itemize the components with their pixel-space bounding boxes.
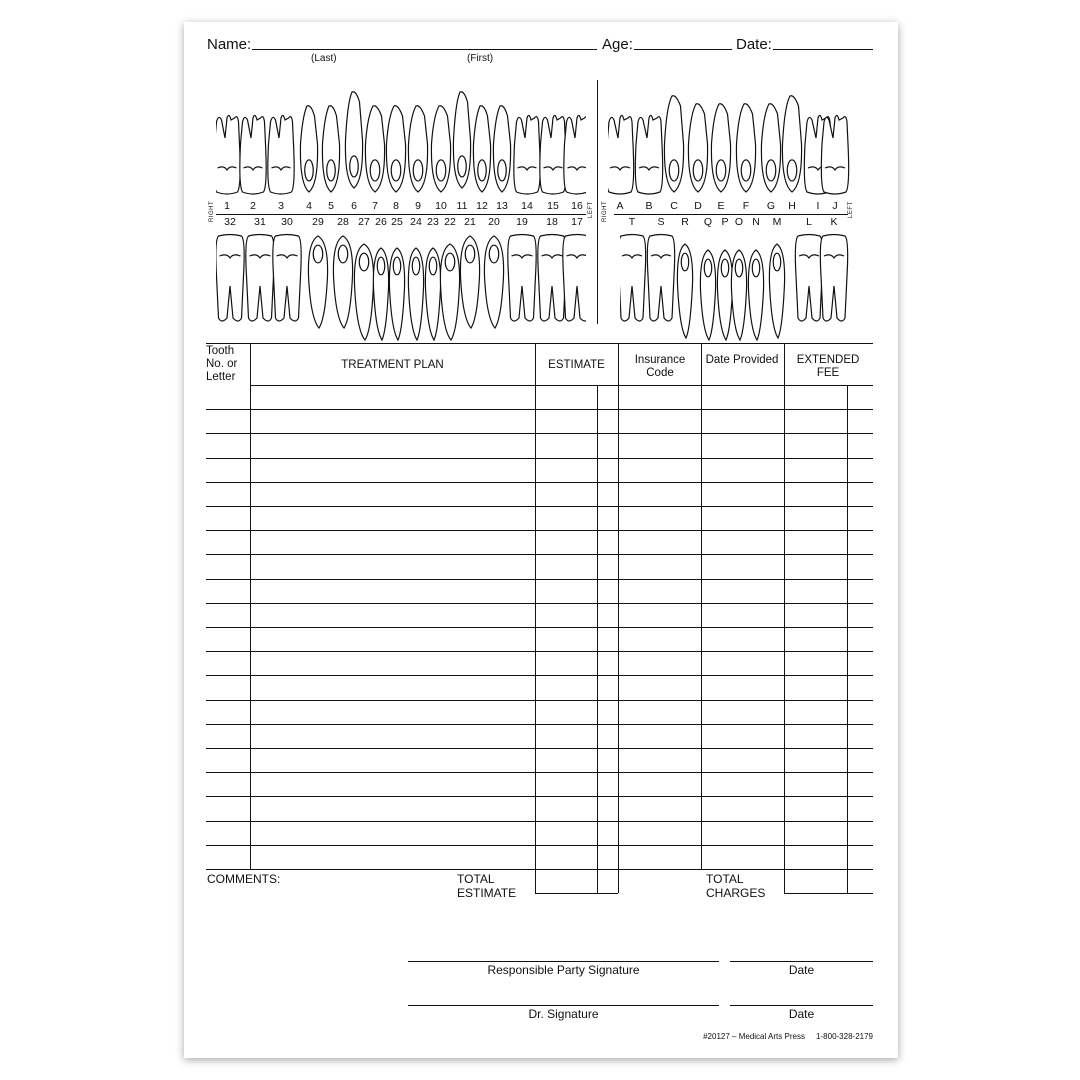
- date-label: Date:: [736, 36, 772, 53]
- adult-lower-tooth-31: [246, 235, 274, 322]
- upper-tooth-number-4: 4: [306, 200, 312, 212]
- table-bottom-border: [206, 869, 873, 870]
- adult-lower-tooth-26: [373, 248, 388, 340]
- table-row-line: [206, 772, 873, 773]
- table-row-line: [206, 458, 873, 459]
- primary-midline: [614, 214, 848, 215]
- upper-tooth-number-8: 8: [393, 200, 399, 212]
- upper-tooth-number-5: 5: [328, 200, 334, 212]
- lower-primary-letter-M: M: [772, 216, 782, 228]
- upper-primary-letter-I: I: [816, 200, 820, 212]
- total-charges-label: TOTAL CHARGES: [706, 872, 766, 900]
- upper-primary-letter-C: C: [670, 200, 678, 212]
- chart-divider: [597, 80, 598, 324]
- responsible-signature-line[interactable]: [408, 961, 719, 962]
- primary-upper-tooth-F: [736, 104, 755, 192]
- upper-tooth-number-9: 9: [415, 200, 421, 212]
- col-header-tooth: Tooth No. or Letter: [206, 345, 238, 383]
- table-row-line: [206, 845, 873, 846]
- first-name-caption: (First): [467, 53, 494, 64]
- table-row-line: [206, 627, 873, 628]
- adult-lower-tooth-30: [273, 235, 301, 322]
- adult-upper-tooth-10: [431, 106, 450, 192]
- upper-tooth-number-1: 1: [224, 200, 230, 212]
- upper-tooth-number-10: 10: [435, 200, 447, 212]
- dental-form-page: [184, 22, 898, 1058]
- primary-lower-tooth-M: [769, 244, 784, 338]
- table-row-line: [206, 748, 873, 749]
- name-field[interactable]: [252, 49, 597, 50]
- col-divider-plan: [535, 343, 536, 893]
- adult-lower-tooth-17: [563, 235, 586, 322]
- primary-right-label: RIGHT: [602, 200, 608, 222]
- adult-lower-tooth-27: [354, 244, 373, 340]
- primary-lower-tooth-R: [677, 244, 692, 338]
- responsible-date-line[interactable]: [730, 961, 873, 962]
- comments-label: COMMENTS:: [207, 872, 281, 886]
- lower-tooth-number-17: 17: [571, 216, 583, 228]
- primary-upper-tooth-C: [664, 96, 683, 192]
- adult-lower-tooth-29: [308, 236, 327, 328]
- adult-upper-tooth-15: [540, 115, 566, 194]
- primary-lower-tooth-N: [748, 250, 763, 340]
- table-row-line: [206, 482, 873, 483]
- table-row-line: [206, 821, 873, 822]
- primary-upper-tooth-J: [821, 115, 848, 194]
- upper-primary-letter-D: D: [694, 200, 702, 212]
- last-name-caption: (Last): [311, 53, 337, 64]
- primary-upper-tooth-G: [761, 104, 780, 192]
- upper-tooth-number-13: 13: [496, 200, 508, 212]
- lower-primary-letter-N: N: [752, 216, 760, 228]
- col-header-treatment-plan: TREATMENT PLAN: [341, 359, 444, 371]
- adult-lower-tooth-32: [216, 235, 244, 322]
- col-divider-estimate: [618, 343, 619, 893]
- lower-tooth-number-30: 30: [281, 216, 293, 228]
- adult-upper-tooth-6: [345, 92, 362, 188]
- table-row-line: [206, 675, 873, 676]
- adult-lower-tooth-21: [460, 236, 479, 328]
- primary-lower-tooth-O: [731, 250, 746, 340]
- adult-upper-tooth-5: [322, 106, 339, 192]
- col-header-insurance-code: Insurance Code: [634, 354, 686, 379]
- lower-tooth-number-27: 27: [358, 216, 370, 228]
- lower-tooth-number-20: 20: [488, 216, 500, 228]
- adult-lower-tooth-18: [538, 235, 566, 322]
- adult-upper-tooth-16: [564, 115, 586, 194]
- adult-lower-tooth-22: [440, 244, 459, 340]
- responsible-signature-label: Responsible Party Signature: [487, 963, 640, 977]
- primary-upper-tooth-A: [608, 115, 634, 194]
- upper-primary-letter-H: H: [788, 200, 796, 212]
- table-row-line: [206, 700, 873, 701]
- adult-upper-tooth-7: [365, 106, 384, 192]
- table-row-line: [206, 554, 873, 555]
- adult-midline: [216, 214, 586, 215]
- adult-upper-tooth-9: [408, 106, 427, 192]
- adult-lower-teeth-diagram: [216, 230, 586, 342]
- adult-right-label: RIGHT: [209, 200, 215, 222]
- lower-tooth-number-23: 23: [427, 216, 439, 228]
- upper-primary-letter-J: J: [832, 200, 838, 212]
- lower-primary-letter-T: T: [628, 216, 636, 228]
- adult-left-label: LEFT: [588, 201, 594, 218]
- col-header-date-provided: Date Provided: [705, 354, 779, 366]
- total-estimate-box-bottom: [535, 893, 618, 894]
- adult-upper-tooth-2: [240, 115, 266, 194]
- adult-lower-tooth-25: [389, 248, 404, 340]
- lower-primary-letter-K: K: [830, 216, 838, 228]
- adult-upper-teeth-diagram: [216, 74, 586, 196]
- lower-tooth-number-25: 25: [391, 216, 403, 228]
- table-row-line: [206, 651, 873, 652]
- primary-lower-tooth-S: [647, 235, 674, 322]
- adult-upper-tooth-3: [268, 115, 294, 194]
- upper-tooth-number-12: 12: [476, 200, 488, 212]
- table-row-line: [206, 530, 873, 531]
- lower-primary-letter-R: R: [681, 216, 689, 228]
- lower-primary-letter-O: O: [734, 216, 744, 228]
- adult-lower-tooth-23: [425, 248, 440, 340]
- dr-signature-label: Dr. Signature: [528, 1007, 599, 1021]
- lower-primary-letter-Q: Q: [703, 216, 713, 228]
- lower-tooth-number-19: 19: [516, 216, 528, 228]
- adult-upper-tooth-1: [216, 115, 240, 194]
- upper-primary-letter-E: E: [717, 200, 725, 212]
- col-header-estimate: ESTIMATE: [548, 359, 605, 371]
- upper-primary-letter-G: G: [766, 200, 776, 212]
- upper-tooth-number-2: 2: [250, 200, 256, 212]
- lower-tooth-number-24: 24: [410, 216, 422, 228]
- dr-date-line[interactable]: [730, 1005, 873, 1006]
- dr-signature-line[interactable]: [408, 1005, 719, 1006]
- upper-tooth-number-16: 16: [571, 200, 583, 212]
- lower-tooth-number-18: 18: [546, 216, 558, 228]
- col-divider-insurance: [701, 343, 702, 869]
- primary-left-label: LEFT: [848, 201, 854, 218]
- lower-tooth-number-21: 21: [464, 216, 476, 228]
- upper-tooth-number-15: 15: [547, 200, 559, 212]
- table-row-line: [206, 579, 873, 580]
- adult-upper-tooth-8: [386, 106, 405, 192]
- table-header-bottom: [250, 385, 873, 386]
- name-label: Name:: [207, 36, 252, 53]
- table-row-line: [206, 603, 873, 604]
- primary-lower-tooth-K: [820, 235, 847, 322]
- col-divider-date: [784, 343, 785, 893]
- primary-upper-teeth-diagram: [608, 74, 858, 196]
- dr-date-label: Date: [788, 1007, 815, 1021]
- table-row-line: [206, 796, 873, 797]
- adult-lower-tooth-20: [484, 236, 503, 328]
- table-top-border: [206, 343, 873, 344]
- upper-tooth-number-7: 7: [372, 200, 378, 212]
- col-divider-tooth: [250, 343, 251, 869]
- col-header-extended-fee: EXTENDED FEE: [796, 354, 860, 379]
- col-divider-fee-cents: [847, 385, 848, 893]
- col-divider-estimate-cents: [597, 385, 598, 893]
- adult-upper-tooth-4: [300, 106, 317, 192]
- adult-lower-tooth-19: [508, 235, 536, 322]
- total-estimate-label: TOTAL ESTIMATE: [457, 872, 517, 900]
- form-info: #20127 – Medical Arts Press 1-800-328-2179: [703, 1032, 873, 1041]
- primary-lower-tooth-Q: [700, 250, 715, 340]
- adult-upper-tooth-14: [514, 115, 540, 194]
- adult-lower-tooth-24: [408, 248, 423, 340]
- primary-upper-tooth-B: [635, 115, 662, 194]
- primary-lower-tooth-P: [717, 250, 732, 340]
- lower-tooth-number-32: 32: [224, 216, 236, 228]
- lower-tooth-number-26: 26: [375, 216, 387, 228]
- upper-tooth-number-6: 6: [351, 200, 357, 212]
- primary-lower-tooth-L: [795, 235, 822, 322]
- lower-tooth-number-31: 31: [254, 216, 266, 228]
- table-row-line: [206, 506, 873, 507]
- primary-lower-teeth-diagram: [620, 230, 850, 342]
- lower-tooth-number-28: 28: [337, 216, 349, 228]
- lower-primary-letter-S: S: [657, 216, 665, 228]
- total-charges-box-bottom: [784, 893, 873, 894]
- age-field[interactable]: [634, 49, 732, 50]
- date-field[interactable]: [773, 49, 873, 50]
- primary-lower-tooth-T: [620, 235, 646, 322]
- upper-primary-letter-B: B: [645, 200, 653, 212]
- upper-primary-letter-F: F: [742, 200, 750, 212]
- adult-lower-tooth-28: [333, 236, 352, 328]
- upper-primary-letter-A: A: [616, 200, 624, 212]
- upper-tooth-number-11: 11: [456, 200, 468, 212]
- primary-upper-tooth-H: [782, 96, 801, 192]
- adult-upper-tooth-12: [473, 106, 490, 192]
- table-row-line: [206, 433, 873, 434]
- upper-tooth-number-3: 3: [278, 200, 284, 212]
- table-row-line: [206, 409, 873, 410]
- primary-upper-tooth-D: [688, 104, 707, 192]
- adult-upper-tooth-11: [453, 92, 470, 188]
- lower-primary-letter-P: P: [721, 216, 729, 228]
- primary-upper-tooth-E: [711, 104, 730, 192]
- adult-upper-tooth-13: [493, 106, 510, 192]
- lower-tooth-number-29: 29: [312, 216, 324, 228]
- lower-tooth-number-22: 22: [444, 216, 456, 228]
- upper-tooth-number-14: 14: [521, 200, 533, 212]
- lower-primary-letter-L: L: [806, 216, 812, 228]
- table-row-line: [206, 724, 873, 725]
- responsible-date-label: Date: [788, 963, 815, 977]
- age-label: Age:: [602, 36, 633, 53]
